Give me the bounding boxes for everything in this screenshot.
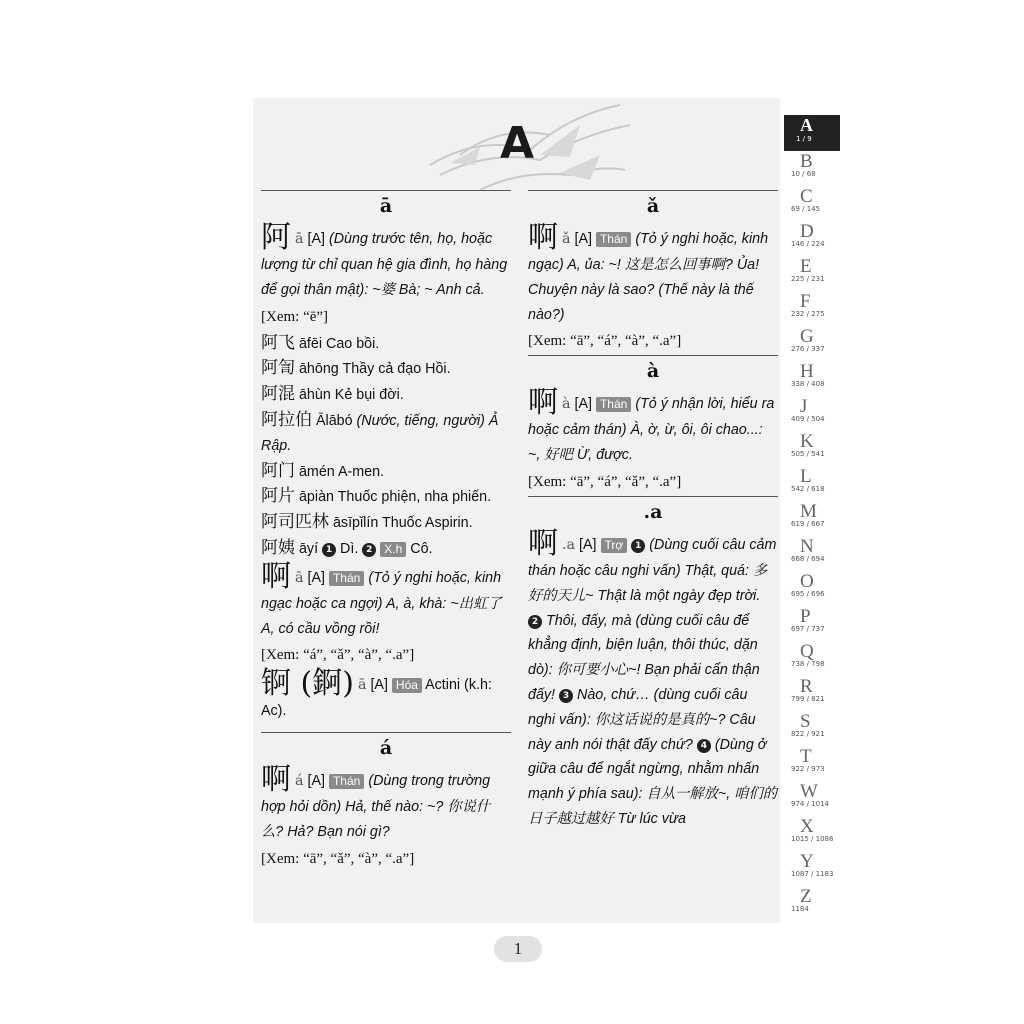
sense-number: 1 xyxy=(631,539,645,553)
compound-entry xyxy=(261,536,511,562)
entry-a-à xyxy=(528,385,778,468)
compound: 阿门 xyxy=(261,460,295,481)
tab-page-range: 505 / 541 xyxy=(791,450,825,458)
right-column xyxy=(528,190,778,832)
index-tab-g[interactable] xyxy=(784,326,840,362)
index-tab-l[interactable] xyxy=(784,466,840,502)
definition: (Dùng cuối câu cảm thán hoặc câu nghi vấn) Thật, quá: 多好的天儿~ Thật là một ngày đẹp trời. xyxy=(528,536,777,604)
pinyin: á xyxy=(294,773,304,790)
tab-page-range: 1184 xyxy=(791,905,809,913)
tab-page-range: 338 / 408 xyxy=(791,380,825,388)
tab-page-range: 974 / 1014 xyxy=(791,800,829,808)
pinyin: à xyxy=(561,396,571,413)
usage-tag: Thán xyxy=(329,774,364,789)
tab-page-range: 276 / 337 xyxy=(791,345,825,353)
class-label: [A] xyxy=(579,536,597,553)
pinyin: .a xyxy=(561,536,576,553)
tab-page-range: 695 / 696 xyxy=(791,590,825,598)
tab-page-range: 922 / 973 xyxy=(791,765,825,773)
definition: Actini (k.h: Ac). xyxy=(261,677,492,720)
pinyin: āhùn xyxy=(298,387,331,404)
class-label: [A] xyxy=(307,231,325,247)
index-tab-h[interactable] xyxy=(784,361,840,397)
usage-tag: Thán xyxy=(596,397,631,412)
definition: Cao bồi. xyxy=(326,335,380,352)
pinyin: āfēi xyxy=(298,335,323,352)
tab-page-range: 668 / 694 xyxy=(791,555,825,563)
tab-page-range: 10 / 68 xyxy=(791,170,816,178)
definition: (Dùng ở giữa câu để ngắt ngừng, nhằm nhấn mạnh ý phía sau): 自从一解放~, 咱们的日子越过越好 Từ lúc vừa xyxy=(528,736,778,827)
tab-page-range: 69 / 145 xyxy=(791,205,821,213)
compound-entry xyxy=(261,382,511,408)
pinyin: ǎ xyxy=(561,231,571,247)
section-letter: A xyxy=(500,118,535,169)
divider xyxy=(261,732,511,733)
tab-letter: Q xyxy=(800,641,814,662)
sense-number: 2 xyxy=(528,615,542,629)
class-label: [A] xyxy=(574,396,592,413)
tab-page-range: 225 / 231 xyxy=(791,275,825,283)
tab-letter: K xyxy=(800,431,814,452)
sense-number: 1 xyxy=(322,543,336,557)
pinyin: āsīpǐlín xyxy=(332,515,379,532)
heading-a5: .a xyxy=(643,500,663,523)
see-also: [Xem: “ā”, “ǎ”, “à”, “.a”] xyxy=(261,850,415,867)
headword: 啊 xyxy=(528,385,558,421)
see-also: [Xem: “ā”, “á”, “ǎ”, “.a”] xyxy=(528,473,682,490)
definition: Kẻ bụi đời. xyxy=(334,387,404,404)
tab-page-range: 1 / 9 xyxy=(796,135,812,143)
index-tab-f[interactable] xyxy=(784,291,840,327)
definition: Nào, chứ… (dùng cuối câu nghi vấn): 你这话说的是真的~? Câu này anh nói thật đấy chứ? xyxy=(528,686,756,753)
divider xyxy=(528,355,778,356)
pinyin: āpiàn xyxy=(298,489,334,506)
definition: (Nước, tiếng, người) Ả Rập. xyxy=(261,412,499,454)
class-label: [A] xyxy=(307,773,325,790)
headword: 阿 xyxy=(261,220,291,255)
entry-a-á xyxy=(261,762,511,845)
tab-letter: J xyxy=(800,396,808,417)
pinyin: āmén xyxy=(298,463,335,480)
heading-a3: ǎ xyxy=(646,195,660,217)
pinyin: Ālābó xyxy=(315,412,353,429)
index-tab-j[interactable] xyxy=(784,396,840,432)
index-tab-p[interactable] xyxy=(784,606,840,642)
tab-letter: R xyxy=(800,676,813,697)
tab-page-range: 697 / 737 xyxy=(791,625,825,633)
class-label: [A] xyxy=(307,569,325,586)
tab-letter: B xyxy=(800,151,813,172)
tab-page-range: 409 / 504 xyxy=(791,415,825,423)
heading-a1: ā xyxy=(379,195,393,217)
usage-tag: Trợ xyxy=(601,538,628,553)
sense-number: 3 xyxy=(559,689,573,703)
index-tab-c[interactable] xyxy=(784,186,840,222)
index-tab-y[interactable] xyxy=(784,851,840,887)
tab-letter: E xyxy=(800,256,812,277)
definition: (Dùng trước tên, họ, hoặc lượng từ chỉ quan hệ gia đình, họ hàng để gọi thân mật): ~婆 Bà; ~ Anh cả. xyxy=(261,231,508,298)
pinyin: ā xyxy=(294,569,304,586)
tab-letter: H xyxy=(800,361,814,382)
compound: 阿訇 xyxy=(261,358,295,379)
index-tab-t[interactable] xyxy=(784,746,840,782)
headword: 啊 xyxy=(261,762,291,798)
divider xyxy=(528,496,778,497)
index-tab-o[interactable] xyxy=(784,571,840,607)
definition: (Tỏ ý nhận lời, hiểu ra hoặc cảm thán) À, ờ, ừ, ôi, ôi chao...: ~, 好吧 Ừ, được. xyxy=(528,396,775,464)
heading-a2: á xyxy=(379,737,393,760)
heading-a4: à xyxy=(646,360,660,383)
pinyin: āhōng xyxy=(298,361,339,378)
index-tab-s[interactable] xyxy=(784,711,840,747)
tab-page-range: 146 / 224 xyxy=(791,240,825,248)
divider xyxy=(261,190,511,191)
tab-page-range: 1087 / 1183 xyxy=(791,870,834,878)
tab-letter: A xyxy=(800,115,813,135)
tab-letter: O xyxy=(800,571,814,592)
compound-entry xyxy=(261,331,511,357)
compound: 阿姨 xyxy=(261,537,295,558)
pinyin: āyí xyxy=(298,540,319,557)
tab-letter: C xyxy=(800,186,813,207)
usage-tag: Thán xyxy=(329,571,364,586)
see-also: [Xem: “ē”] xyxy=(261,308,329,325)
index-tab-d[interactable] xyxy=(784,221,840,257)
compound-entry xyxy=(261,484,511,510)
index-tab-x[interactable] xyxy=(784,816,840,852)
tab-page-range: 799 / 821 xyxy=(791,695,825,703)
class-label: [A] xyxy=(370,677,388,694)
tab-page-range: 619 / 667 xyxy=(791,520,825,528)
pinyin: ā xyxy=(357,677,367,694)
headword: 啊 xyxy=(528,525,558,561)
tab-page-range: 232 / 275 xyxy=(791,310,825,318)
index-tab-e[interactable] xyxy=(784,256,840,292)
sense-number: 4 xyxy=(697,739,711,753)
compound-entry xyxy=(261,408,511,459)
definition: Thuốc Aspirin. xyxy=(382,515,473,532)
pinyin: ā xyxy=(294,231,304,247)
tab-letter: P xyxy=(800,606,811,627)
compound: 阿拉伯 xyxy=(261,409,312,430)
compound-entry xyxy=(261,510,511,536)
entry-a-neutral xyxy=(528,525,778,832)
definition: Thầy cả đạo Hồi. xyxy=(342,361,451,378)
compound-entry xyxy=(261,459,511,485)
headword: 锕 (錒) xyxy=(261,666,354,702)
usage-tag: Hóa xyxy=(392,678,422,693)
entry-a-ǎ xyxy=(528,220,778,327)
tab-page-range: 1015 / 1086 xyxy=(791,835,834,843)
tab-letter: X xyxy=(800,816,814,837)
tab-letter: T xyxy=(800,746,812,767)
index-tab-k[interactable] xyxy=(784,431,840,467)
page-number: 1 xyxy=(494,936,542,962)
index-tab-w[interactable] xyxy=(784,781,840,817)
tab-letter: M xyxy=(800,501,817,522)
definition: A-men. xyxy=(337,463,385,480)
usage-tag: Thán xyxy=(596,232,631,247)
tab-letter: Z xyxy=(800,886,812,907)
index-tab-r[interactable] xyxy=(784,676,840,712)
tab-letter: G xyxy=(800,326,814,347)
compound: 阿飞 xyxy=(261,332,295,353)
tab-letter: N xyxy=(800,536,814,557)
definition: (Tỏ ý nghi hoặc, kinh ngạc hoặc ca ngợi) A, à, khà: ~出虹了 A, có cầu vồng rồi! xyxy=(261,569,502,637)
tab-letter: S xyxy=(800,711,811,732)
definition: Thôi, đấy, mà (dùng cuối câu để khẳng định, biện luận, thôi thúc, dặn dò): 你可要小心~! Bạn phải cẩn thận đấy! xyxy=(528,612,760,703)
headword: 啊 xyxy=(528,220,558,255)
tab-letter: Y xyxy=(800,851,814,872)
tab-page-range: 738 / 798 xyxy=(791,660,825,668)
divider xyxy=(528,190,778,191)
compound: 阿片 xyxy=(261,486,295,507)
tab-page-range: 542 / 618 xyxy=(791,485,825,493)
sense-number: 2 xyxy=(362,543,376,557)
index-tab-a[interactable] xyxy=(784,115,840,151)
entry-actini xyxy=(261,666,511,724)
headword: 啊 xyxy=(261,558,291,594)
tab-page-range: 822 / 921 xyxy=(791,730,825,738)
index-tab-z[interactable] xyxy=(784,886,840,922)
index-tab-b[interactable] xyxy=(784,151,840,187)
index-tab-q[interactable] xyxy=(784,641,840,677)
index-tab-n[interactable] xyxy=(784,536,840,572)
tab-letter: W xyxy=(800,781,818,802)
class-label: [A] xyxy=(574,231,592,247)
definition: (Dùng trong trường hợp hỏi dồn) Hả, thế nào: ~? 你说什么? Hả? Bạn nói gì? xyxy=(261,773,491,840)
index-tab-m[interactable] xyxy=(784,501,840,537)
entry-a-ā-2 xyxy=(261,558,511,642)
tab-letter: L xyxy=(800,466,812,487)
compound-entry xyxy=(261,356,511,382)
usage-tag: X.h xyxy=(380,542,406,557)
see-also: [Xem: “á”, “ǎ”, “à”, “.a”] xyxy=(261,647,415,664)
compound: 阿混 xyxy=(261,384,295,405)
definition: Cô. xyxy=(410,540,433,557)
entry-a-ā xyxy=(261,220,511,303)
definition: (Tỏ ý nghi hoặc, kinh ngạc) A, ủa: ~! 这是怎么回事啊? Ủa! Chuyện này là sao? (Thế này là thế nào?) xyxy=(528,231,769,323)
see-also: [Xem: “ā”, “á”, “à”, “.a”] xyxy=(528,333,682,350)
compound: 阿司匹林 xyxy=(261,512,329,533)
definition: Thuốc phiện, nha phiến. xyxy=(337,489,492,506)
tab-letter: D xyxy=(800,221,814,242)
left-column xyxy=(261,190,511,873)
definition: Dì. xyxy=(340,540,359,557)
tab-letter: F xyxy=(800,291,811,312)
